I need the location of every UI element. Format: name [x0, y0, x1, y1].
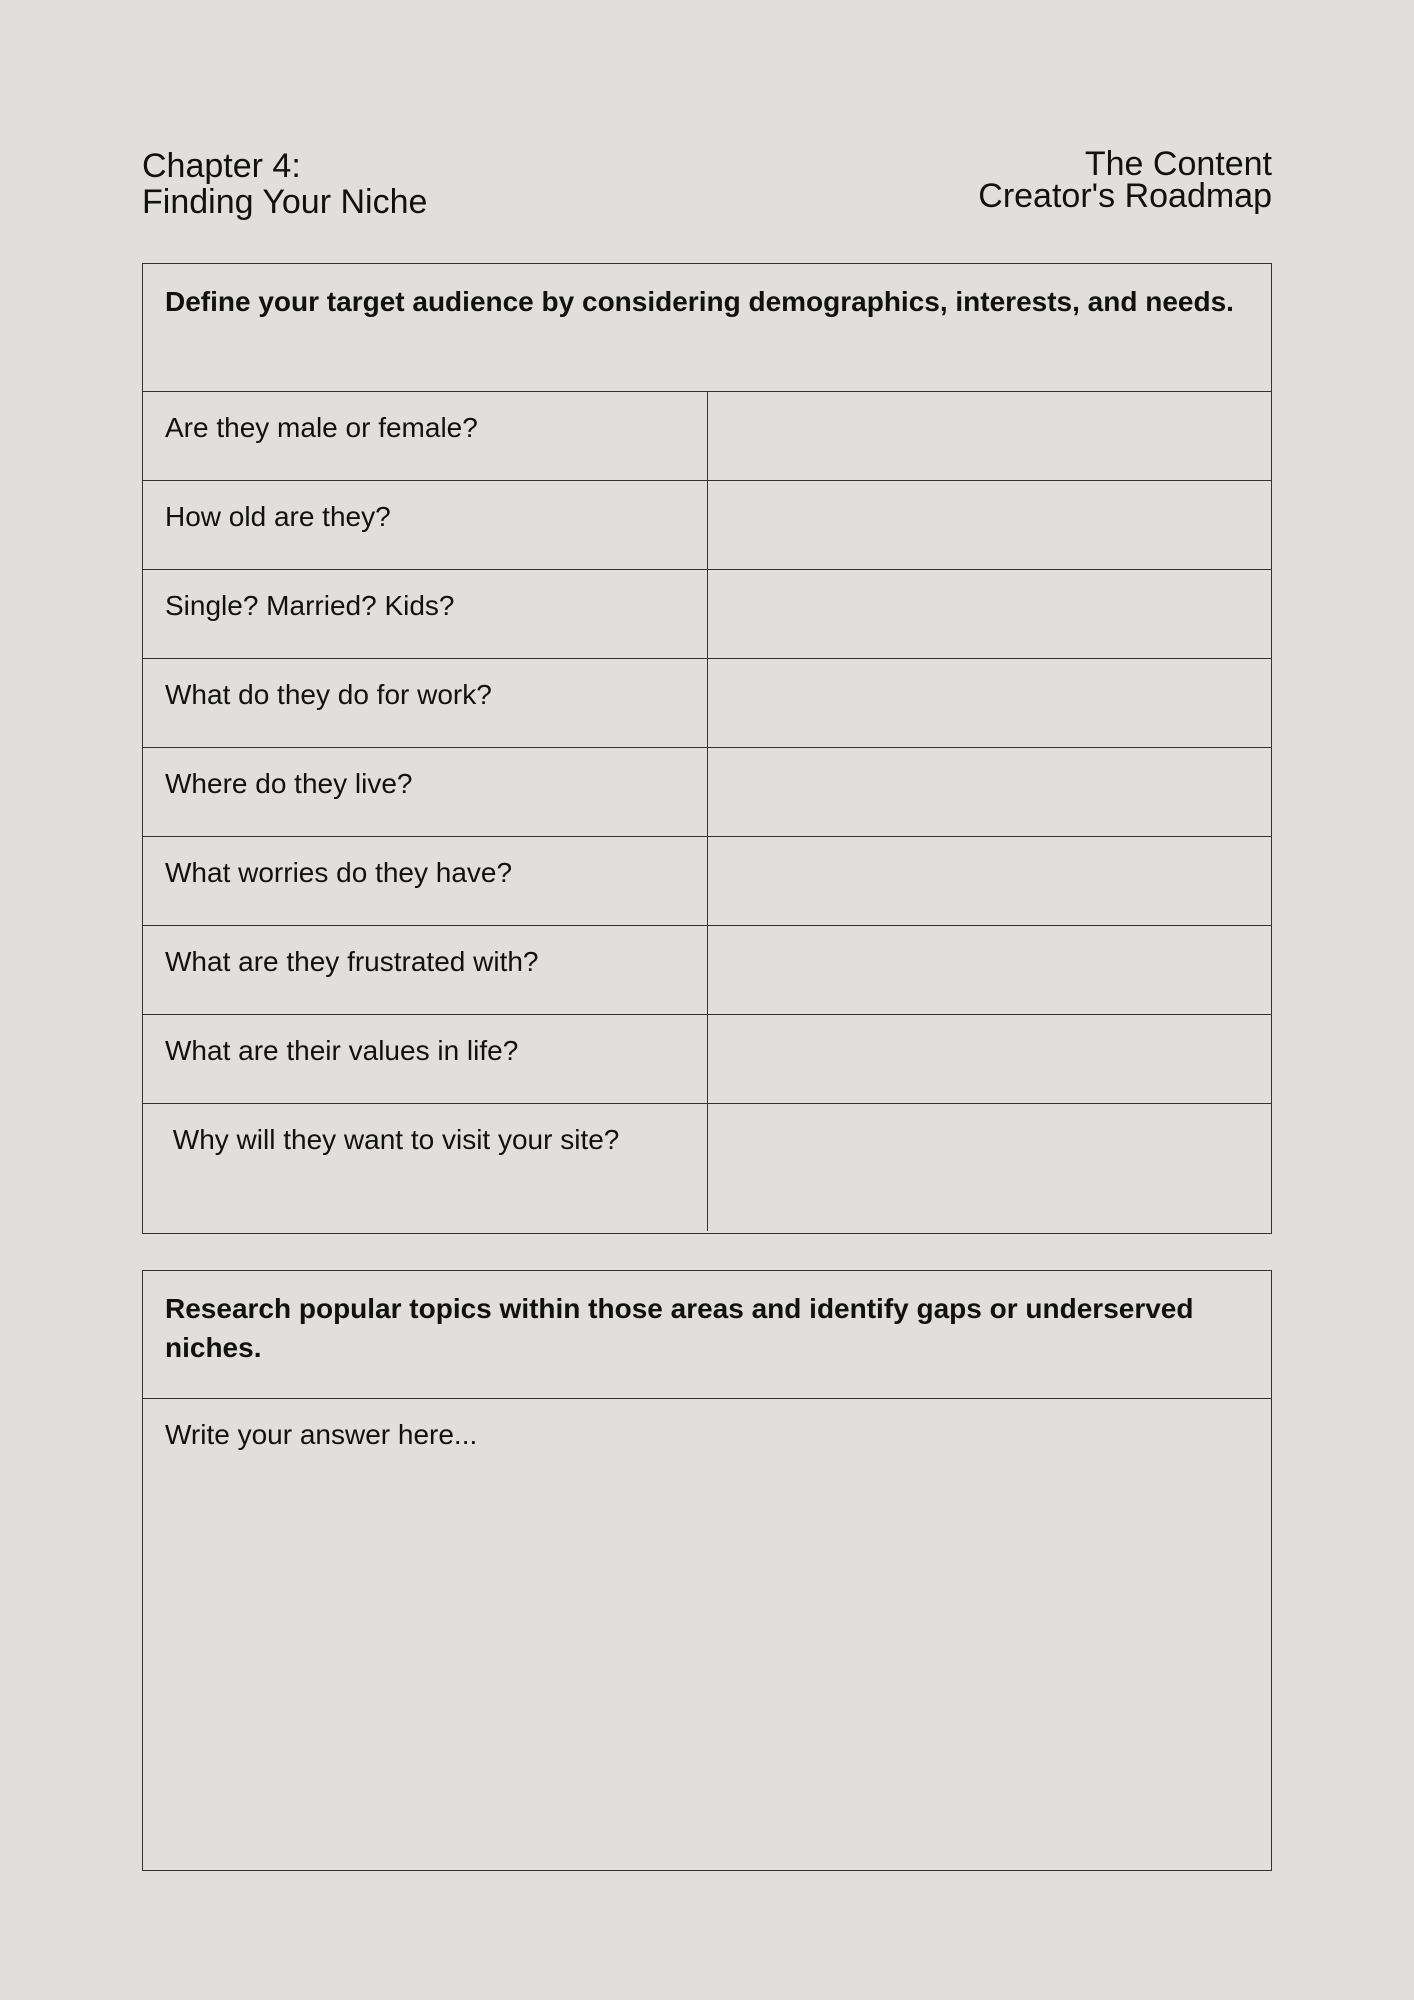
chapter-number: Chapter 4:	[142, 147, 301, 185]
table-row	[143, 1015, 1271, 1104]
research-box	[142, 1270, 1272, 1871]
answer-cell[interactable]	[708, 1104, 1271, 1231]
question-cell: What do they do for work?	[143, 659, 708, 747]
book-title-line1: The Content	[1084, 145, 1272, 183]
answer-cell[interactable]	[708, 570, 1271, 658]
book-title	[978, 145, 1272, 215]
question-cell: What are their values in life?	[143, 1015, 708, 1103]
table-row	[143, 748, 1271, 837]
question-cell: Are they male or female?	[143, 392, 708, 480]
answer-cell[interactable]	[708, 748, 1271, 836]
table-row	[143, 659, 1271, 748]
book-title-line2: Creator's Roadmap	[978, 177, 1272, 215]
question-cell: How old are they?	[143, 481, 708, 569]
answer-cell[interactable]	[708, 659, 1271, 747]
table-row	[143, 481, 1271, 570]
research-box-heading: Research popular topics within those areas and identify gaps or underserved niches.	[143, 1271, 1271, 1399]
question-cell: Where do they live?	[143, 748, 708, 836]
question-cell: Why will they want to visit your site?	[143, 1104, 708, 1231]
page-header	[142, 145, 1272, 228]
research-answer-field[interactable]: Write your answer here...	[165, 1419, 478, 1450]
answer-cell[interactable]	[708, 926, 1271, 1014]
audience-table	[142, 263, 1272, 1234]
question-cell: Single? Married? Kids?	[143, 570, 708, 658]
question-cell: What worries do they have?	[143, 837, 708, 925]
table-row	[143, 926, 1271, 1015]
table-row	[143, 837, 1271, 926]
table-row	[143, 392, 1271, 481]
answer-cell[interactable]	[708, 1015, 1271, 1103]
answer-cell[interactable]	[708, 837, 1271, 925]
question-cell: What are they frustrated with?	[143, 926, 708, 1014]
audience-table-heading: Define your target audience by considering demographics, interests, and needs.	[143, 264, 1271, 392]
table-row	[143, 570, 1271, 659]
table-row	[143, 1104, 1271, 1231]
answer-cell[interactable]	[708, 481, 1271, 569]
answer-cell[interactable]	[708, 392, 1271, 480]
chapter-title	[142, 148, 427, 220]
chapter-name: Finding Your Niche	[142, 183, 428, 221]
